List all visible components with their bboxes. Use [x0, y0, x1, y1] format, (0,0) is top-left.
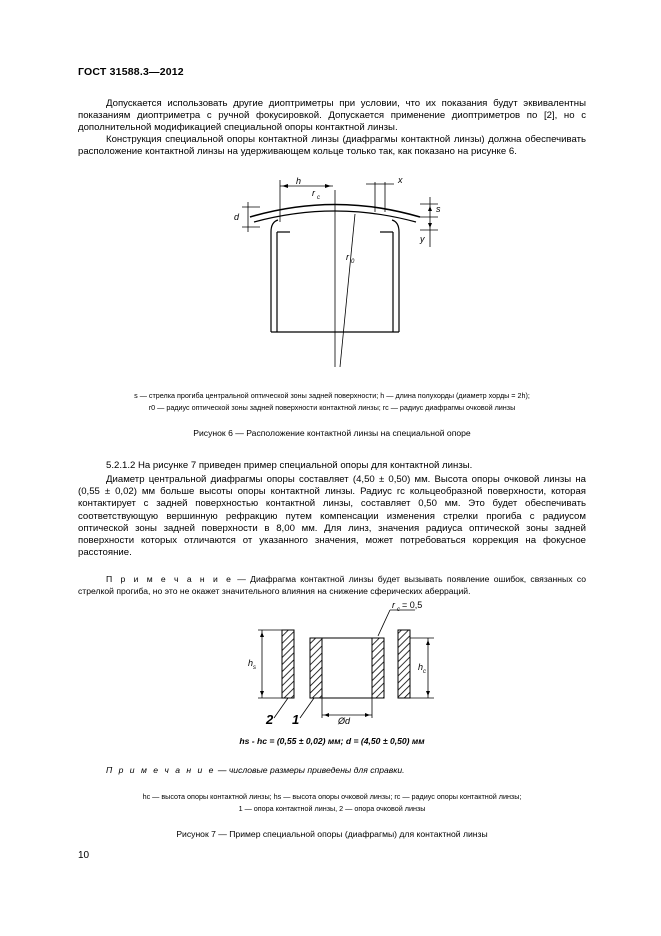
label-h: h	[296, 176, 302, 186]
figure-7-legend-line-1: hc — высота опоры контактной линзы; hs — высота опоры очковой линзы; rc — радиус опоры контактной линзы;	[142, 792, 522, 801]
figure-7-note	[78, 764, 586, 776]
fig7-label-hs: h	[248, 658, 254, 668]
fig7-label-2: 2	[266, 712, 274, 727]
figure-6-caption: Рисунок 6 — Расположение контактной линзы на специальной опоре	[193, 428, 471, 438]
note-1-label: П р и м е ч а н и е	[106, 574, 233, 584]
note-1-text: — Диафрагма контактной линзы будет вызывать появление ошибок, связанных со стрелкой прогиба, но это не окажет значительного влияния на снижение сферических аберраций.	[78, 574, 587, 596]
fig7-label-rc-value: = 0,5	[402, 600, 423, 610]
figure-6-legend-line-2: r0 — радиус оптической зоны задней поверхности контактной линзы; rc — радиус диафрагмы очковой линзы	[148, 403, 516, 412]
figure-7-formula: hs - hc = (0,55 ± 0,02) мм; d = (4,50 ± 0,50) мм	[239, 736, 425, 746]
label-s: s	[436, 204, 441, 214]
label-r0-sub: 0	[351, 259, 355, 265]
figure-7-diagram	[240, 600, 440, 730]
figure-6-legend-line-1: s — стрелка прогиба центральной оптической зоны задней поверхности; h — длина полухорды (диаметр хорды = 2h);	[134, 391, 530, 400]
label-rc: r	[312, 188, 315, 198]
label-d: d	[234, 212, 240, 222]
label-rc-sub: c	[317, 195, 320, 201]
fig7-label-1: 1	[292, 712, 300, 727]
page-number: 10	[78, 850, 90, 861]
figure-7-note-text: — числовые размеры приведены для справки.	[217, 765, 405, 775]
label-r0: r	[346, 252, 349, 262]
fig7-label-hc-sub: c	[423, 669, 426, 675]
fig7-label-rc-sub: c	[397, 607, 400, 613]
document-header: ГОСТ 31588.3—2012	[78, 66, 184, 78]
intro-paragraph-2: Конструкция специальной опоры контактной линзы (диафрагмы контактной линзы) должна обеспечивать расположение контактной линзы на удерживающем кольце только так, как показано на рисунке 6.	[78, 134, 586, 158]
fig7-label-hc: h	[418, 662, 424, 672]
note-1	[78, 573, 586, 597]
figure-7-caption: Рисунок 7 — Пример специальной опоры (диафрагмы) для контактной линзы	[176, 829, 488, 839]
figure-7-note-label: П р и м е ч а н и е	[106, 765, 216, 775]
fig7-label-rc: r	[392, 600, 395, 610]
figure-7-legend-line-2: 1 — опора контактной линзы, 2 — опора очковой линзы	[238, 804, 426, 813]
intro-paragraph-1: Допускается использовать другие диоптриметры при условии, что их показания будут эквивалентны показаниям диоптриметра с ручной фокусировкой. Допускается применение диоптриметров по [2], но с дополнительной модификацией специальной опоры контактной линзы.	[78, 98, 586, 134]
fig7-label-hs-sub: s	[253, 665, 256, 671]
label-x: x	[398, 175, 403, 185]
section-heading: 5.2.1.2 На рисунке 7 приведен пример специальной опоры для контактной линзы.	[106, 460, 473, 471]
label-y: y	[420, 234, 425, 244]
fig7-label-d: Ød	[338, 716, 351, 726]
section-body: Диаметр центральной диафрагмы опоры составляет (4,50 ± 0,50) мм. Высота опоры очковой линзы на (0,55 ± 0,02) мм больше высоты опоры контактной линзы. Радиус rc кольцеобразной поверхности, которая контактирует с задней поверхностью контактной линзы, составляет 0,50 мм. Это будет обеспечивать соответствующую вершинную рефракцию путем компенсации изменения стрелки прогиба с радиусом оптической зоны задней поверхности в 8,00 мм. Для линз, значения радиуса оптической зоны задней поверхности которых отличаются от указанного значения, может потребоваться коррекция на фокусное расстояние.	[78, 474, 586, 559]
figure-6-diagram	[230, 172, 450, 372]
